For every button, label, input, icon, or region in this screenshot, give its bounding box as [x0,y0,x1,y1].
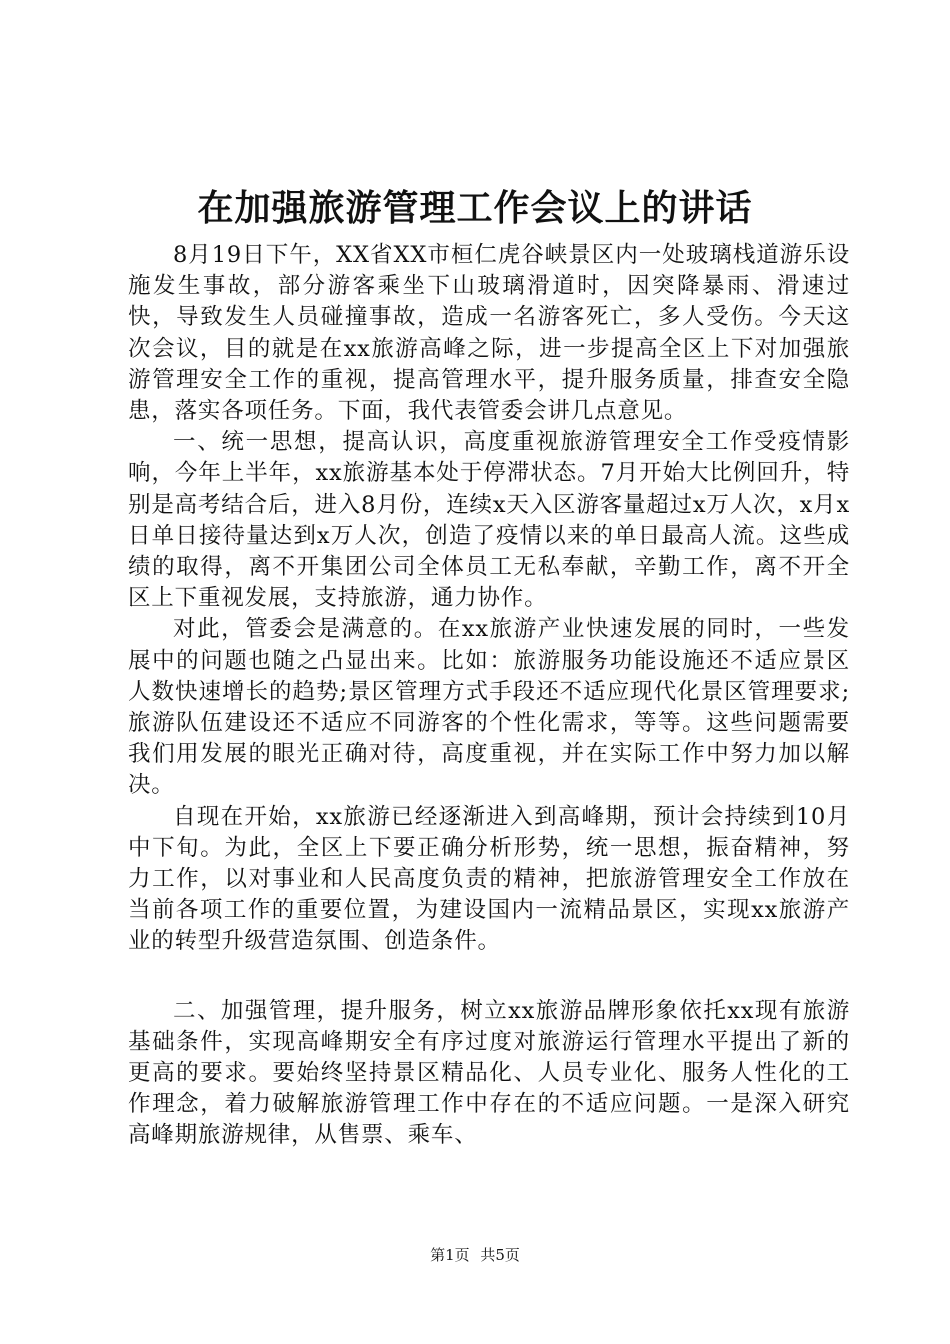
page-total: 共5页 [480,1246,520,1264]
paragraph-5: 二、加强管理，提升服务，树立xx旅游品牌形象依托xx现有旅游基础条件，实现高峰期安全有序过度对旅游运行管理水平提出了新的更高的要求。要始终坚持景区精品化、人员专业化、服务人性化的工作理念，着力破解旅游管理工作中存在的不适应问题。一是深入研究高峰期旅游规律，从售票、乘车、 [128,997,850,1149]
document-body [128,240,850,1152]
page-number: 第1页 [430,1246,470,1264]
paragraph-2: 一、统一思想，提高认识，高度重视旅游管理安全工作受疫情影响，今年上半年，xx旅游基本处于停滞状态。7月开始大比例回升，特别是高考结合后，进入8月份，连续x天入区游客量超过x万人次，x月x日单日接待量达到x万人次，创造了疫情以来的单日最高人流。这些成绩的取得，离不开集团公司全体员工无私奉献，辛勤工作，离不开全区上下重视发展，支持旅游，通力协作。 [128,429,850,612]
page-footer [0,1244,950,1266]
paragraph-3: 对此，管委会是满意的。在xx旅游产业快速发展的同时，一些发展中的问题也随之凸显出来。比如：旅游服务功能设施还不适应景区人数快速增长的趋势;景区管理方式手段还不适应现代化景区管理要求;旅游队伍建设还不适应不同游客的个性化需求，等等。这些问题需要我们用发展的眼光正确对待，高度重视，并在实际工作中努力加以解决。 [128,616,850,799]
document-title: 在加强旅游管理工作会议上的讲话 [197,187,753,229]
paragraph-4: 自现在开始，xx旅游已经逐渐进入到高峰期，预计会持续到10月中下旬。为此，全区上下要正确分析形势，统一思想，振奋精神，努力工作，以对事业和人民高度负责的精神，把旅游管理安全工作放在当前各项工作的重要位置，为建设国内一流精品景区，实现xx旅游产业的转型升级营造氛围、创造条件。 [128,803,850,955]
paragraph-1: 8月19日下午，XX省XX市桓仁虎谷峡景区内一处玻璃栈道游乐设施发生事故，部分游客乘坐下山玻璃滑道时，因突降暴雨、滑速过快，导致发生人员碰撞事故，造成一名游客死亡，多人受伤。今天这次会议，目的就是在xx旅游高峰之际，进一步提高全区上下对加强旅游管理安全工作的重视，提高管理水平，提升服务质量，排查安全隐患，落实各项任务。下面，我代表管委会讲几点意见。 [128,242,850,425]
paragraph-gap [128,958,850,996]
